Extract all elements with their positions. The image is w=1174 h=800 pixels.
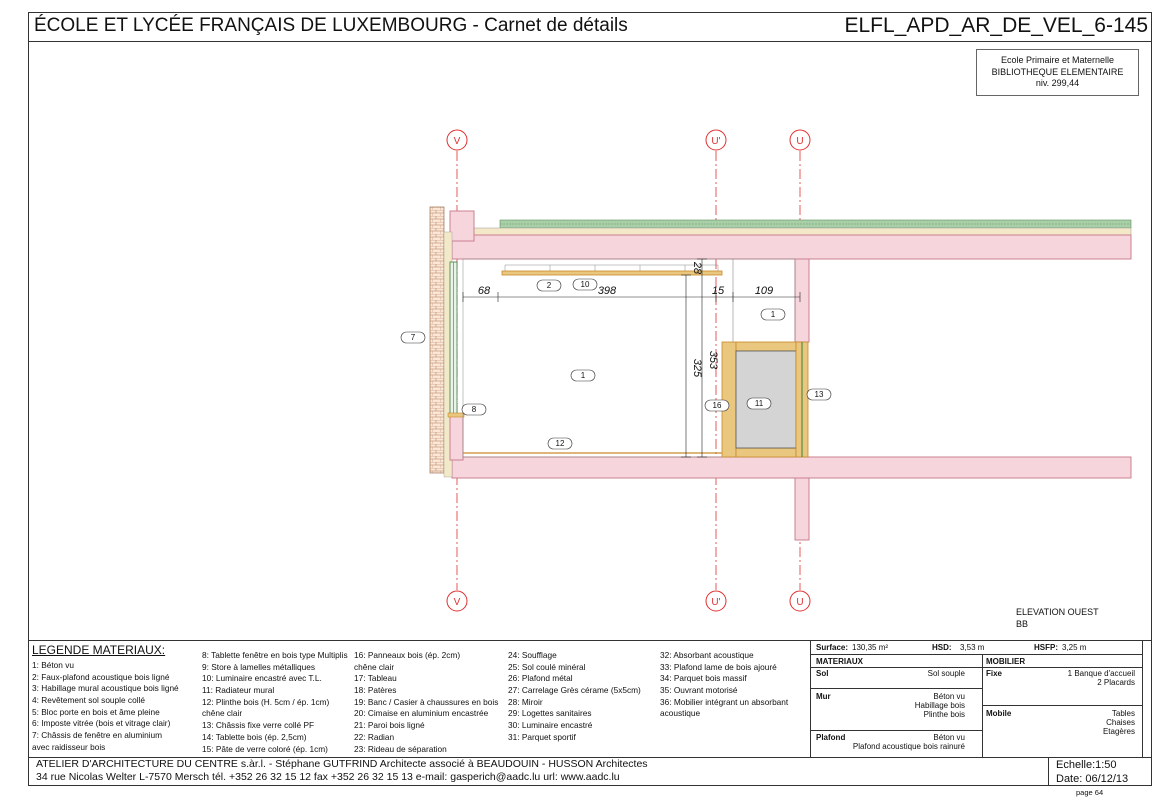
dim-325: 325 <box>691 358 703 378</box>
specs-row-line-3 <box>810 688 982 689</box>
materiaux-header: MATERIAUX <box>816 657 863 666</box>
legend-column-2 <box>202 650 348 755</box>
date-label: Date: 06/12/13 <box>1056 773 1129 785</box>
hsd-label: HSD: <box>932 643 952 652</box>
axis-label-u-prime-bottom: U' <box>711 597 721 608</box>
scale-label: Echelle:1:50 <box>1056 759 1117 771</box>
sill-wall <box>450 416 463 460</box>
legend-column-1 <box>32 660 179 754</box>
parapet <box>450 211 474 241</box>
legend-item: 4: Revêtement sol souple collé <box>32 695 145 706</box>
legend-column-5 <box>660 650 788 720</box>
surface-label: Surface: <box>816 643 849 652</box>
dim-398: 398 <box>597 285 617 297</box>
specs-row-line-1 <box>810 654 1142 655</box>
dim-15: 15 <box>711 285 725 297</box>
tag-2: 2 <box>546 281 552 290</box>
facade-brick <box>430 207 444 473</box>
axis-label-u-top: U <box>796 136 804 147</box>
legend-item: 35: Ouvrant motorisé <box>660 685 738 696</box>
surface-value: 130,35 m² <box>852 643 889 652</box>
mur-value-1: Béton vu <box>933 692 965 701</box>
legend-item: 25: Sol coulé minéral <box>508 661 586 672</box>
specs-row-line-5 <box>982 705 1142 706</box>
legend-item: avec raidisseur bois <box>32 741 106 752</box>
tag-11: 11 <box>754 399 764 408</box>
acoustic-ceiling-panel <box>502 271 722 275</box>
legend-item: 22: Radian <box>354 731 395 742</box>
plafond-value-1: Béton vu <box>933 733 965 742</box>
legend-item: 20: Cimaise en aluminium encastrée <box>354 708 489 719</box>
tag-8: 8 <box>471 405 477 414</box>
legend-item: 2: Faux-plafond acoustique bois ligné <box>32 671 170 682</box>
wood-panel-left <box>722 342 736 457</box>
legend-item: 36: Mobilier intégrant un absorbant <box>660 696 789 707</box>
legend-item: 12: Plinthe bois (H. 5cm / ép. 1cm) <box>202 696 330 707</box>
legend-item: 5: Bloc porte en bois et âme pleine <box>32 706 160 717</box>
specs-row-line-2 <box>810 667 1142 668</box>
atelier-line-1: ATELIER D'ARCHITECTURE DU CENTRE s.àr.l. - Stéphane GUTFRIND Architecte associé à BEAUDOUIN - HUSSON Architectes <box>36 758 648 770</box>
elevation-title: ELEVATION OUEST <box>1016 607 1099 617</box>
tag-1-center: 1 <box>580 371 586 380</box>
legend-item: 19: Banc / Casier à chaussures en bois <box>354 696 499 707</box>
elevation-label <box>1016 606 1099 630</box>
legend-item: 33: Plafond lame de bois ajouré <box>660 661 777 672</box>
info-line-school: Ecole Primaire et Maternelle <box>1000 55 1115 65</box>
dim-353: 353 <box>707 350 719 370</box>
wood-panel-top <box>736 342 796 351</box>
axis-label-v-top: V <box>453 136 461 147</box>
legend-item: 32: Absorbant acoustique <box>660 650 754 660</box>
mobile-value-3: Etagères <box>1102 727 1135 736</box>
legend-column-3 <box>354 650 498 755</box>
legend-title: LEGENDE MATERIAUX: <box>32 643 166 657</box>
legend-item: 3: Habillage mural acoustique bois ligné <box>32 683 179 694</box>
axis-label-u-bottom: U <box>796 597 804 608</box>
specs-col-line <box>982 654 983 757</box>
fixe-label: Fixe <box>986 669 1003 678</box>
tag-16: 16 <box>712 401 722 410</box>
legend-item: 27: Carrelage Grès cérame (5x5cm) <box>508 685 641 696</box>
sol-value: Sol souple <box>927 669 965 678</box>
plafond-label: Plafond <box>816 733 846 742</box>
right-wall-upper <box>795 259 809 342</box>
legend-item: 11: Radiateur mural <box>202 685 275 696</box>
document-title: ÉCOLE ET LYCÉE FRANÇAIS DE LUXEMBOURG - Carnet de détails <box>34 15 628 36</box>
axis-label-v-bottom: V <box>453 597 461 608</box>
mobile-label: Mobile <box>986 709 1012 718</box>
mur-value-2: Habillage bois <box>914 701 965 710</box>
legend-item: 6: Imposte vitrée (bois et vitrage clair) <box>32 718 171 729</box>
legend-item: 18: Patères <box>354 685 397 696</box>
legend-item: 26: Plafond métal <box>508 673 573 684</box>
hsfp-label: HSFP: <box>1034 643 1058 652</box>
mobile-value-2: Chaises <box>1106 718 1135 727</box>
legend-item: acoustique <box>660 708 701 719</box>
legend-item: chêne clair <box>202 708 243 719</box>
plafond-value-2: Plafond acoustique bois rainuré <box>852 742 965 751</box>
legend-item: 16: Panneaux bois (ép. 2cm) <box>354 650 461 660</box>
page-number: page 64 <box>1076 788 1104 797</box>
legend-item: 24: Soufflage <box>508 650 557 660</box>
mur-value-3: Plinthe bois <box>923 710 965 719</box>
legend-item: 15: Pâte de verre coloré (ép. 1cm) <box>202 743 328 754</box>
legend-item: 28: Miroir <box>508 696 543 707</box>
legend-top-divider <box>28 640 1152 641</box>
axis-label-u-prime-top: U' <box>711 136 721 147</box>
legend-item: 29: Logettes sanitaires <box>508 708 592 719</box>
info-line-room: BIBLIOTHEQUE ELEMENTAIRE <box>991 66 1124 77</box>
mobile-value-1: Tables <box>1111 709 1135 718</box>
roof-slab <box>452 235 1131 259</box>
legend-item: chêne clair <box>354 661 395 672</box>
legend-item: 8: Tablette fenêtre en bois type Multiplis <box>202 650 348 660</box>
hsfp-value: 3,25 m <box>1062 643 1087 652</box>
wood-panel-bottom <box>736 448 796 457</box>
document-code: ELFL_APD_AR_DE_VEL_6-145 <box>844 14 1148 37</box>
dim-109: 109 <box>754 285 774 297</box>
dim-28: 28 <box>691 261 703 275</box>
legend-item: 17: Tableau <box>354 673 397 684</box>
legend-item: 14: Tablette bois (ép. 2,5cm) <box>202 731 307 742</box>
tag-10: 10 <box>580 280 590 289</box>
legend-item: 7: Châssis de fenêtre en aluminium <box>32 730 163 741</box>
floor-slab <box>452 457 1131 478</box>
dim-68: 68 <box>477 285 491 297</box>
info-line-level: niv. 299,44 <box>1035 78 1080 88</box>
legend-item: 30: Luminaire encastré <box>508 720 593 731</box>
window-sill <box>448 413 464 417</box>
tag-1-upper: 1 <box>770 310 776 319</box>
fixe-value-2: 2 Placards <box>1097 678 1135 687</box>
tag-12: 12 <box>555 439 565 448</box>
legend-item: 10: Luminaire encastré avec T.L. <box>202 673 322 684</box>
fixe-value-1: 1 Banque d'accueil <box>1067 669 1135 678</box>
atelier-block <box>36 758 648 784</box>
legend-item: 34: Parquet bois massif <box>660 673 747 684</box>
legend-item: 9: Store à lamelles métalliques <box>202 661 315 672</box>
legend-column-4 <box>508 650 641 744</box>
elevation-code: BB <box>1016 619 1029 629</box>
roof-insulation-layer <box>472 228 1131 235</box>
tag-13: 13 <box>814 390 824 399</box>
legend-item: 23: Rideau de séparation <box>354 743 447 754</box>
atelier-line-2: 34 rue Nicolas Welter L-7570 Mersch tél. +352 26 32 15 12 fax +352 26 32 15 13 e-mail: gasperich@aadc.lu url: www.aadc.lu <box>36 771 620 783</box>
hsd-value: 3,53 m <box>960 643 985 652</box>
footer-col-line <box>1048 757 1049 786</box>
specs-divider <box>810 640 811 757</box>
scale-date-block <box>1056 758 1128 786</box>
legend-item: 1: Béton vu <box>32 660 74 670</box>
legend-item: 13: Châssis fixe verre collé PF <box>202 720 315 731</box>
specs-row-line-4 <box>810 730 982 731</box>
legend-item: 21: Paroi bois ligné <box>354 720 425 731</box>
specs-right-line <box>1142 640 1143 757</box>
legend-item: 31: Parquet sportif <box>508 731 576 742</box>
tag-7: 7 <box>410 333 416 342</box>
sol-label: Sol <box>816 669 829 678</box>
right-wall-lower <box>795 478 809 540</box>
mur-label: Mur <box>816 692 831 701</box>
mobilier-header: MOBILIER <box>986 657 1026 666</box>
